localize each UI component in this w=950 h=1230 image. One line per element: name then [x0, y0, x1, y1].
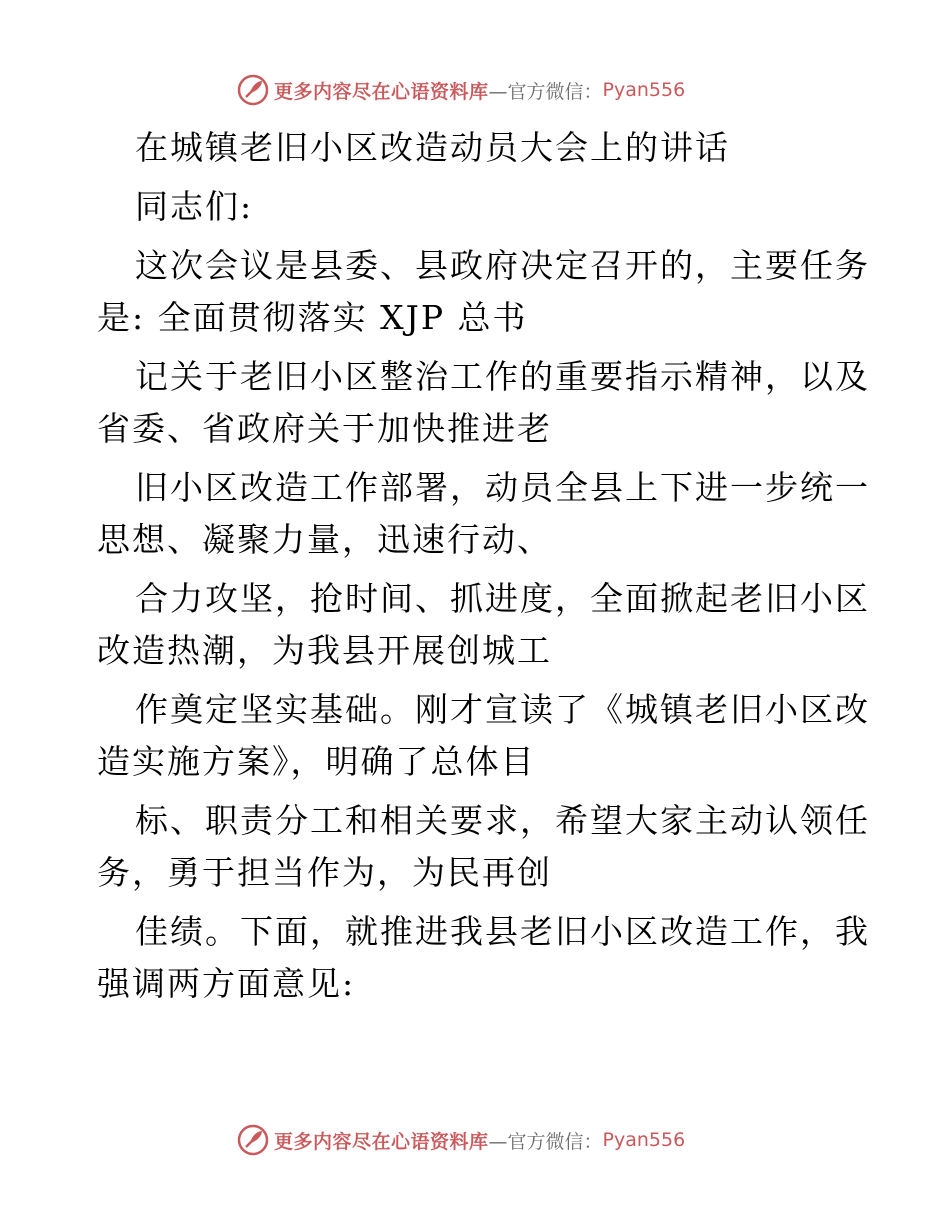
paragraph-line: 强调两方面意见: [97, 964, 356, 1003]
watermark-sub-text: —官方微信： [488, 80, 603, 103]
paragraph-line: 佳绩。下面，就推进我县老旧小区改造工作，我 [135, 912, 870, 951]
paragraph-line: 省委、省政府关于加快推进老 [97, 409, 552, 448]
paragraph-line: 标、职责分工和相关要求，希望大家主动认领任 [135, 801, 870, 840]
paragraph-line: 合力攻坚，抢时间、抓进度，全面掀起老旧小区 [135, 579, 870, 618]
watermark-main-text: 更多内容尽在心语资料库 [274, 1130, 489, 1153]
watermark-wechat-id: Pyan556 [602, 1129, 686, 1151]
paragraph-line: 改造热潮，为我县开展创城工 [97, 631, 552, 670]
paragraph-line: 思想、凝聚力量，迅速行动、 [97, 520, 552, 559]
document-title: 在城镇老旧小区改造动员大会上的讲话 [135, 128, 730, 167]
paragraph-line: 造实施方案》，明确了总体目 [97, 742, 536, 781]
paragraph-line: 记关于老旧小区整治工作的重要指示精神，以及 [135, 357, 870, 396]
footer-watermark [236, 1123, 685, 1157]
paragraph-line: 旧小区改造工作部署，动员全县上下进一步统一 [135, 468, 870, 507]
feather-logo-icon [236, 1123, 270, 1157]
document-body [97, 122, 870, 1010]
paragraph-line: 这次会议是县委、县政府决定召开的，主要任务 [135, 246, 870, 285]
paragraph-line: 作奠定坚实基础。刚才宣读了《城镇老旧小区改 [135, 690, 870, 729]
watermark-sub-text: —官方微信： [488, 1130, 603, 1153]
feather-logo-icon [236, 73, 270, 107]
salutation: 同志们: [135, 187, 254, 226]
watermark-wechat-id: Pyan556 [602, 79, 686, 101]
paragraph-line: 是: 全面贯彻落实 XJP 总书 [97, 298, 528, 337]
paragraph-line: 务，勇于担当作为，为民再创 [97, 853, 552, 892]
header-watermark [236, 73, 685, 107]
watermark-main-text: 更多内容尽在心语资料库 [274, 80, 489, 103]
